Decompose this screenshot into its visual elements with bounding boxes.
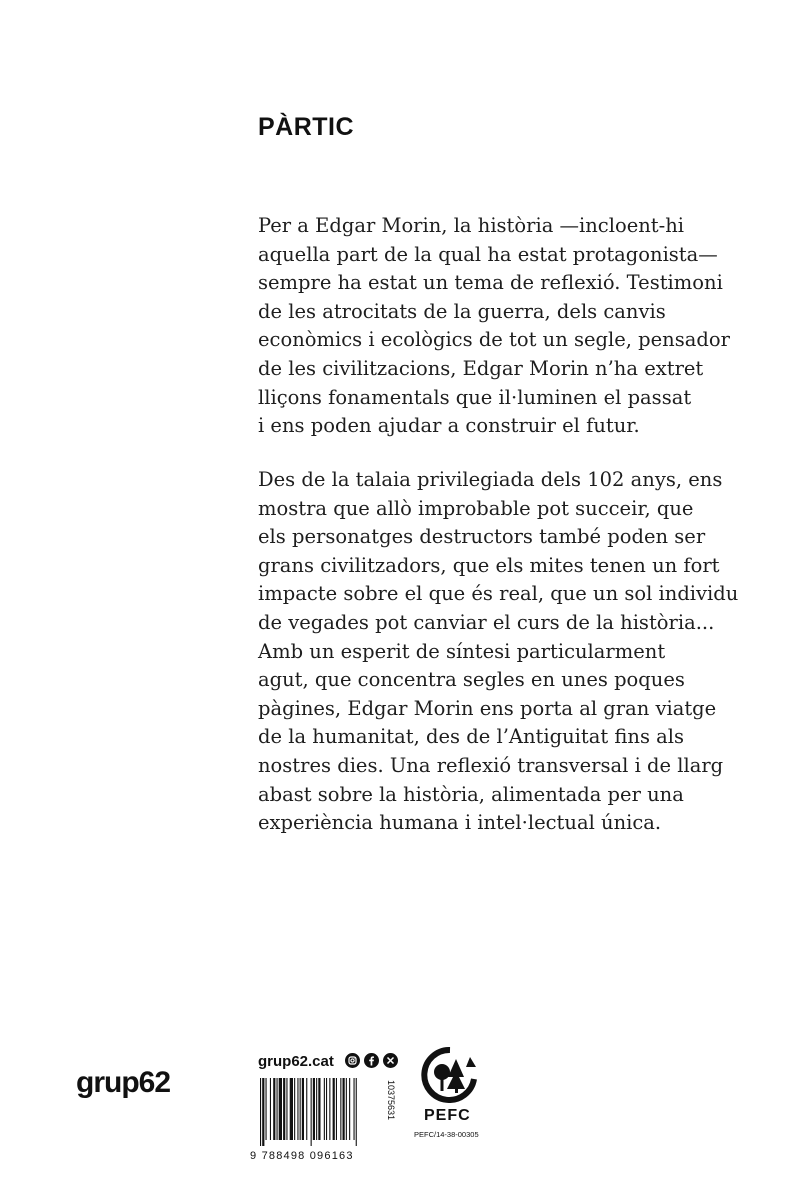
barcode-bar [313, 1078, 315, 1140]
barcode-bar [324, 1078, 325, 1140]
barcode-digits: 9 788498 096163 [250, 1150, 354, 1162]
blurb-paragraph-1 [258, 212, 758, 441]
isbn-barcode [258, 1078, 398, 1146]
barcode-bar [356, 1078, 357, 1146]
text-line: impacte sobre el que és real, que un sol individu [258, 582, 739, 606]
barcode-bar [340, 1078, 341, 1140]
blurb-paragraph-2 [258, 466, 758, 838]
barcode-bar [260, 1078, 261, 1146]
text-line: econòmics i ecològics de tot un segle, pensador [258, 328, 730, 352]
text-line: pàgines, Edgar Morin ens porta al gran viatge [258, 696, 717, 720]
barcode-bar [333, 1078, 335, 1140]
barcode-bar [306, 1078, 307, 1140]
barcode-bar [346, 1078, 347, 1140]
barcode-bar [279, 1078, 282, 1140]
product-code: 10375631 [386, 1080, 396, 1121]
barcode-bar [354, 1078, 355, 1140]
barcode-bar [270, 1078, 271, 1140]
text-line: nostres dies. Una reflexió transversal i de llarg [258, 753, 724, 777]
pefc-trees-icon [420, 1047, 480, 1103]
barcode-bar [266, 1078, 267, 1140]
barcode-bar [286, 1078, 287, 1140]
text-line: Amb un esperit de síntesi particularment [258, 639, 666, 663]
barcode-bar [300, 1078, 301, 1140]
text-line: de vegades pot canviar el curs de la història... [258, 610, 715, 634]
text-line: aquella part de la qual ha estat protagonista— [258, 242, 718, 266]
barcode-bar [277, 1078, 278, 1140]
barcode-bar [318, 1078, 320, 1140]
text-line: sempre ha estat un tema de reflexió. Testimoni [258, 271, 723, 295]
barcode-bar [329, 1078, 330, 1140]
barcode-bar [294, 1078, 295, 1140]
text-line: Per a Edgar Morin, la història —incloent-hi [258, 214, 685, 237]
imprint-logo: PÀRTIC [258, 113, 355, 141]
publisher-website[interactable]: grup62.cat [258, 1053, 334, 1070]
text-line: de la humanitat, des de l’Antiguitat fins als [258, 725, 685, 749]
barcode-bar [273, 1078, 275, 1140]
barcode-bar [349, 1078, 350, 1140]
text-line: experiència humana i intel·lectual única. [258, 811, 662, 835]
barcode-bar [316, 1078, 317, 1140]
text-line: de les civilitzacions, Edgar Morin n’ha extret [258, 356, 704, 380]
barcode-bar [343, 1078, 345, 1140]
facebook-icon[interactable] [364, 1053, 379, 1068]
barcode-bar [311, 1078, 312, 1146]
pefc-label: PEFC [424, 1107, 471, 1124]
text-line: Des de la talaia privilegiada dels 102 anys, ens [258, 468, 723, 491]
text-line: agut, que concentra segles en unes poques [258, 668, 685, 692]
text-line: mostra que allò improbable pot succeir, que [258, 496, 694, 520]
barcode-bar [262, 1078, 264, 1146]
text-line: lliçons fonamentals que il·luminen el passat [258, 385, 692, 409]
instagram-icon[interactable] [345, 1053, 360, 1068]
pefc-code: PEFC/14-38-00305 [414, 1130, 479, 1139]
text-line: abast sobre la història, alimentada per una [258, 782, 684, 806]
barcode-bar [336, 1078, 337, 1140]
barcode-bar [290, 1078, 293, 1140]
text-line: grans civilitzadors, que els mites tenen un fort [258, 553, 720, 577]
barcode-bar [326, 1078, 327, 1140]
x-icon[interactable] [383, 1053, 398, 1068]
text-line: de les atrocitats de la guerra, dels canvis [258, 299, 666, 323]
publisher-logo: grup62 [76, 1066, 171, 1099]
barcode-bar [297, 1078, 298, 1140]
text-line: els personatges destructors també poden ser [258, 525, 706, 549]
text-line: i ens poden ajudar a construir el futur. [258, 414, 640, 438]
barcode-bar [283, 1078, 285, 1140]
barcode-bar [302, 1078, 304, 1140]
